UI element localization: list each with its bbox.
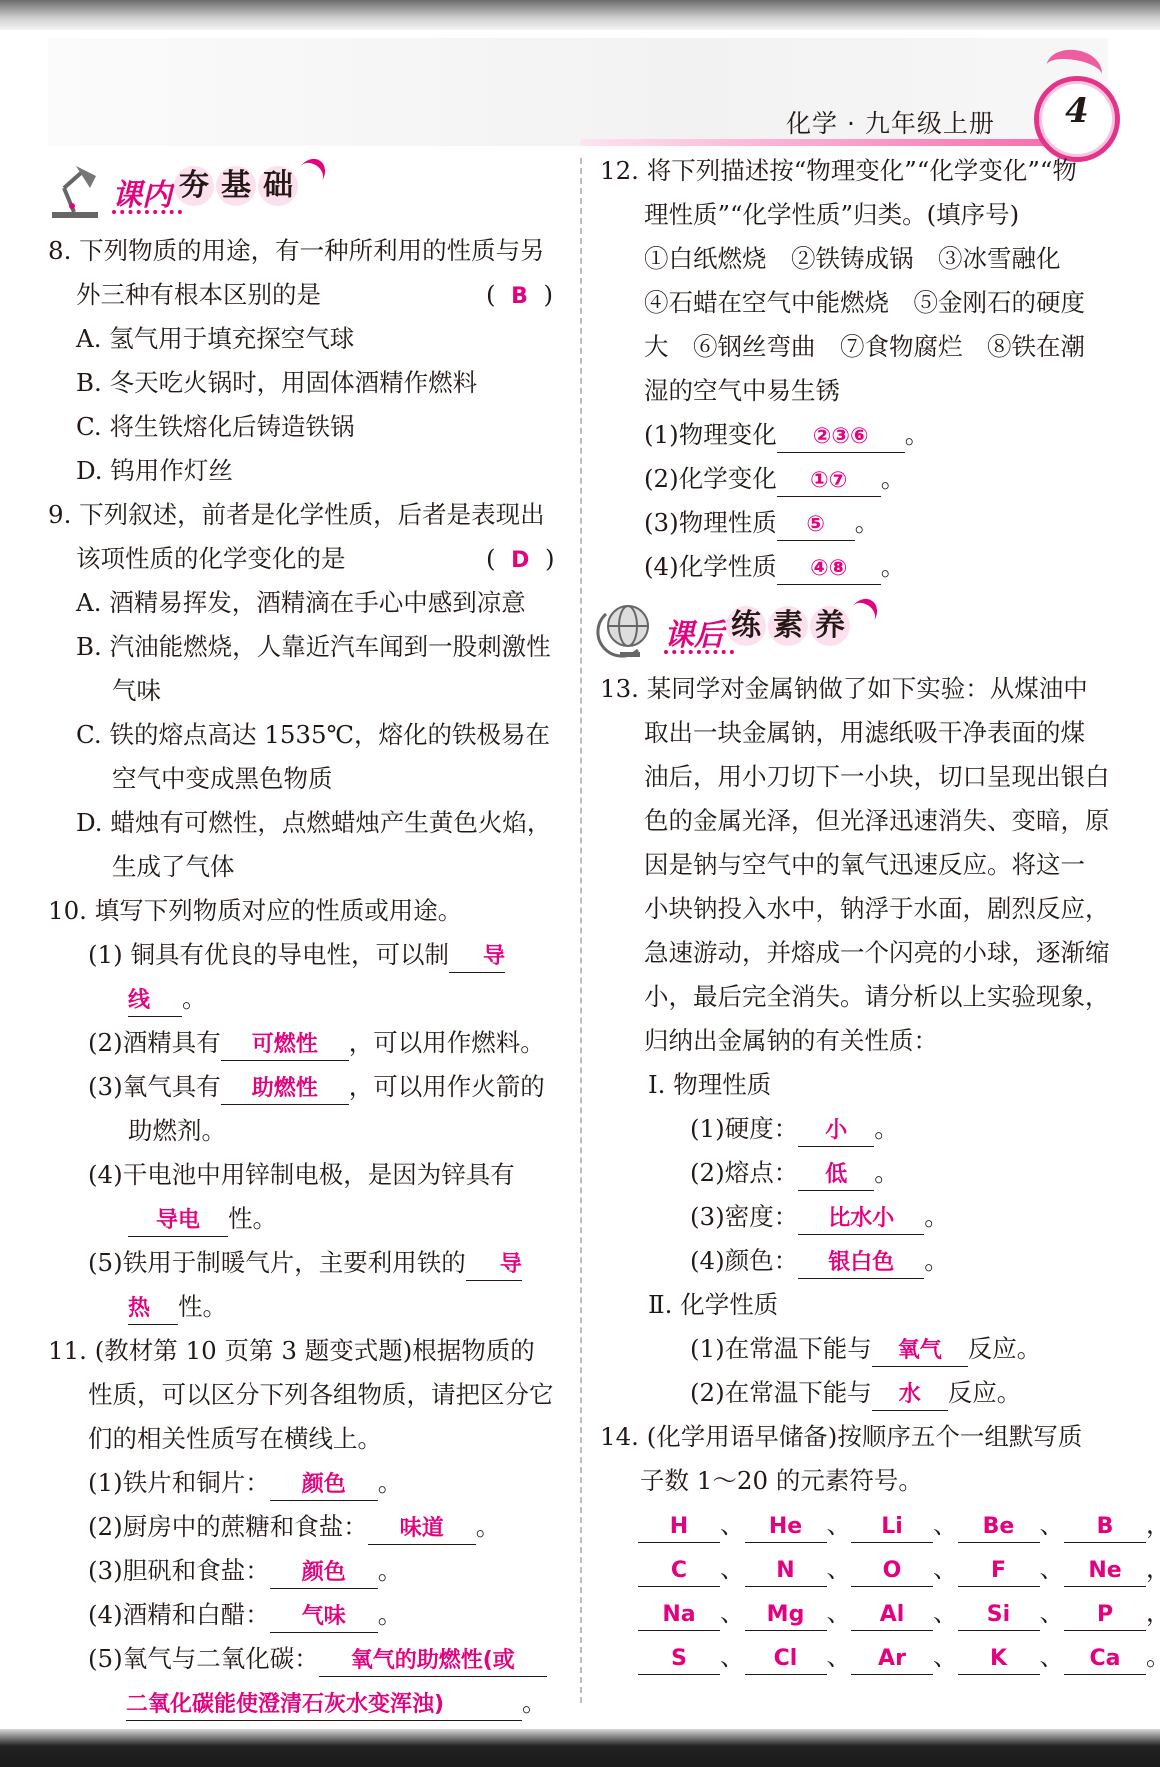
q14-separator: 、 [720, 1510, 745, 1539]
q14-stem-2: 子数 1～20 的元素符号。 [640, 1466, 923, 1495]
q14-element-blank [958, 1554, 1040, 1587]
q13-physical-title: Ⅰ. 物理性质 [648, 1070, 772, 1099]
page-number: 4 [1065, 91, 1089, 131]
q12-stem-2: 理性质”“化学性质”归类。(填序号) [644, 200, 1020, 229]
q9-option-cont: 气味 [112, 676, 161, 705]
q14-separator: 、 [720, 1642, 745, 1671]
q11-item-answer: 颜色 [301, 1472, 346, 1497]
q13-stem-8: 小，最后完全消失。请分析以上实验现象， [644, 982, 1110, 1011]
q13-item-blank [872, 1334, 968, 1367]
section-char-3: 础 [258, 166, 298, 206]
q10-item-2-answer: 可燃性 [251, 1032, 318, 1057]
q13-item-answer: 银白色 [828, 1250, 895, 1275]
q13-stem-7: 急速游动，并熔成一个闪亮的小球，逐渐缩 [644, 938, 1110, 967]
q10-item-5-answer-2: 热 [128, 1296, 151, 1321]
q11-item-blank [368, 1512, 476, 1545]
q14-separator: 、 [933, 1598, 958, 1627]
q12-item-1: (1)物理变化 ②③⑥ 。 [644, 418, 929, 453]
q13-chemical-1 [690, 1332, 1041, 1367]
q11-item-answer: 味道 [399, 1516, 444, 1541]
q11-item-label: (4)酒精和白醋： [88, 1600, 270, 1629]
q10-stem: 10. 填写下列物质对应的性质或用途。 [48, 896, 463, 925]
header-title: 化学 · 九年级上册 [786, 109, 995, 138]
q14-row [638, 1640, 1171, 1675]
q12-item-label: (2)化学变化 [644, 464, 777, 493]
q12-item-blank [777, 420, 905, 453]
q13-item-suffix: 反应。 [967, 1334, 1042, 1363]
q13-item-label: (1)硬度： [690, 1114, 799, 1143]
q14-element-symbol: O [882, 1558, 902, 1583]
q10-item-3-text: (3)氧气具有 [88, 1072, 221, 1101]
q9-stem-2: 该项性质的化学变化的是 [76, 544, 346, 573]
q13-stem-5: 因是钠与空气中的氧气迅速反应。将这一 [644, 850, 1085, 879]
section-char-2: 素 [768, 606, 808, 646]
q11-item-3: (3)胆矾和食盐： 颜色 。 [88, 1554, 402, 1589]
q10-item-1-blank-2 [128, 984, 182, 1017]
q13-stem-4: 色的金属光泽，但光泽迅速消失、变暗，原 [644, 806, 1110, 835]
q12-item-label: (3)物理性质 [644, 508, 777, 537]
q10-item-1-text: (1) 铜具有优良的导电性，可以制 [88, 940, 449, 969]
q13-item-label: (4)颜色： [690, 1246, 799, 1275]
q11-item-answer: 氧气的助燃性(或 [350, 1648, 515, 1673]
section-char-2: 基 [216, 166, 256, 206]
q13-item-blank [872, 1378, 948, 1411]
q13-item-answer: 水 [898, 1382, 921, 1407]
q9-option: A. 酒精易挥发，酒精滴在手心中感到凉意 [76, 588, 526, 617]
q12-item-label: (4)化学性质 [644, 552, 777, 581]
q14-element-blank [745, 1598, 827, 1631]
q10-item-5-cont [128, 1290, 227, 1325]
q14-element-symbol: Na [662, 1602, 696, 1627]
q14-element-blank [745, 1554, 827, 1587]
q13-item-answer: 小 [825, 1118, 848, 1143]
q14-element-blank [1064, 1554, 1146, 1587]
q13-item-blank [798, 1114, 874, 1147]
q10-item-2-text-b: ，可以用作燃料。 [348, 1028, 545, 1057]
q10-item-1-answer-2: 线 [128, 988, 151, 1013]
q11-item-5-cont [126, 1686, 547, 1721]
q10-item-1-end: 。 [182, 984, 207, 1013]
q13-item-label: (3)密度： [690, 1202, 799, 1231]
q14-element-blank [1064, 1510, 1146, 1543]
q9-answer: D [511, 548, 530, 573]
q13-item-label: (2)熔点： [690, 1158, 799, 1187]
section-dots [664, 650, 734, 654]
q10-item-3-blank [221, 1072, 349, 1105]
q14-element-symbol: C [670, 1558, 688, 1583]
q14-element-symbol: He [768, 1514, 803, 1539]
column-divider [580, 158, 582, 1703]
q10-item-5-blank [466, 1248, 522, 1281]
q13-stem-9: 归纳出金属钠的有关性质： [644, 1026, 938, 1055]
q11-item-label: (1)铁片和铜片： [88, 1468, 270, 1497]
q12-item-answer: ①⑦ [810, 468, 848, 493]
q14-element-symbol: Li [881, 1514, 903, 1539]
q11-item-blank-2 [126, 1688, 522, 1721]
q12-item-answer: ④⑧ [810, 556, 848, 581]
q14-element-symbol: N [776, 1558, 795, 1583]
section-dots [112, 210, 182, 214]
q14-separator: 。 [1146, 1642, 1171, 1671]
q8-answer: B [511, 284, 528, 309]
q11-item-label: (3)胆矾和食盐： [88, 1556, 270, 1585]
q14-element-blank [638, 1510, 720, 1543]
section-char-1: 练 [726, 606, 766, 646]
q10-item-1 [88, 938, 505, 973]
q11-item-label: (5)氧气与二氧化碳： [88, 1644, 319, 1673]
q14-element-symbol: Ca [1089, 1646, 1121, 1671]
q10-item-3 [88, 1070, 545, 1105]
q10-item-5 [88, 1246, 522, 1281]
q13-chemical-2 [690, 1376, 1021, 1411]
section-header-in-class [46, 160, 346, 222]
q13-physical-3: (3)密度： 比水小 。 [690, 1200, 949, 1235]
q13-item-suffix: 反应。 [947, 1378, 1022, 1407]
q9-answer-paren: ( D ) [486, 544, 555, 573]
q14-element-blank [745, 1510, 827, 1543]
q10-item-1-cont [128, 982, 207, 1017]
q9-option: D. 蜡烛有可燃性，点燃蜡烛产生黄色火焰， [76, 808, 552, 837]
q14-element-symbol: B [1096, 1514, 1114, 1539]
q11-item-answer: 颜色 [301, 1560, 346, 1585]
q14-separator: 、 [1039, 1598, 1064, 1627]
globe-icon [598, 600, 660, 662]
q14-element-symbol: Mg [766, 1602, 805, 1627]
q14-element-blank [958, 1510, 1040, 1543]
q10-item-3-text-b: ，可以用作火箭的 [348, 1072, 545, 1101]
q12-stem-5: 大 ⑥钢丝弯曲 ⑦食物腐烂 ⑧铁在潮 [644, 332, 1085, 361]
section-header-after-class [598, 600, 898, 662]
q10-item-2 [88, 1026, 545, 1061]
q11-item-2: (2)厨房中的蔗糖和食盐： 味道 。 [88, 1510, 500, 1545]
q8-option: C. 将生铁熔化后铸造铁锅 [76, 412, 355, 441]
q10-item-3-answer: 助燃性 [251, 1076, 318, 1101]
q10-item-4-end: 性。 [228, 1204, 277, 1233]
q11-item-4: (4)酒精和白醋： 气味 。 [88, 1598, 402, 1633]
q14-row [638, 1508, 1171, 1543]
q11-item-answer: 气味 [301, 1604, 346, 1629]
q10-item-1-answer: 导 [482, 944, 505, 969]
q9-option: B. 汽油能燃烧，人靠近汽车闻到一股刺激性 [76, 632, 551, 661]
q14-element-blank [1064, 1642, 1146, 1675]
q13-item-answer: 低 [825, 1162, 848, 1187]
q12-item-answer: ⑤ [806, 512, 826, 537]
q11-item-label: (2)厨房中的蔗糖和食盐： [88, 1512, 368, 1541]
q14-element-blank [638, 1598, 720, 1631]
q14-element-blank [1064, 1598, 1146, 1631]
q13-stem-6: 小块钠投入水中，钠浮于水面，剧烈反应， [644, 894, 1110, 923]
q13-item-blank [798, 1158, 874, 1191]
q14-element-blank [851, 1642, 933, 1675]
q14-separator: 、 [1039, 1554, 1064, 1583]
q10-item-2-blank [221, 1028, 349, 1061]
q12-item-blank [777, 464, 881, 497]
q12-item-label: (1)物理变化 [644, 420, 777, 449]
q14-stem-1: 14. (化学用语早储备)按顺序五个一组默写质 [600, 1422, 1083, 1451]
q11-stem-3: 们的相关性质写在横线上。 [88, 1424, 382, 1453]
q11-stem-2: 性质，可以区分下列各组物质，请把区分它 [88, 1380, 554, 1409]
q14-separator: 、 [826, 1510, 851, 1539]
q14-separator: ， [1146, 1510, 1171, 1539]
q10-item-5-end: 性。 [178, 1292, 227, 1321]
q8-option: B. 冬天吃火锅时，用固体酒精作燃料 [76, 368, 478, 397]
q14-separator: 、 [826, 1642, 851, 1671]
q12-item-blank [777, 508, 855, 541]
q9-option-cont: 生成了气体 [112, 852, 235, 881]
q14-separator: 、 [933, 1642, 958, 1671]
q14-separator: ， [1146, 1554, 1171, 1583]
q12-item-4: (4)化学性质 ④⑧ 。 [644, 550, 905, 585]
q14-element-symbol: S [671, 1646, 687, 1671]
q10-item-4-blank [128, 1204, 228, 1237]
q10-item-3-cont: 助燃剂。 [128, 1116, 226, 1145]
q11-item-5 [88, 1642, 547, 1677]
q14-element-symbol: Cl [773, 1646, 798, 1671]
q10-item-5-text: (5)铁用于制暖气片，主要利用铁的 [88, 1248, 466, 1277]
q13-physical-2: (2)熔点： 低 。 [690, 1156, 899, 1191]
q14-separator: 、 [826, 1598, 851, 1627]
q14-element-blank [851, 1510, 933, 1543]
q12-item-3: (3)物理性质 ⑤ 。 [644, 506, 879, 541]
q10-item-4-cont [128, 1202, 277, 1237]
q9-option-cont: 空气中变成黑色物质 [112, 764, 333, 793]
q13-stem-1: 13. 某同学对金属钠做了如下实验：从煤油中 [600, 674, 1088, 703]
q11-item-1: (1)铁片和铜片： 颜色 。 [88, 1466, 402, 1501]
q8-answer-paren: ( B ) [486, 280, 554, 309]
q11-item-blank [270, 1468, 378, 1501]
q11-end: 。 [522, 1688, 547, 1717]
section-label: 课内 [112, 178, 172, 213]
q13-item-label: (2)在常温下能与 [690, 1378, 872, 1407]
q14-separator: 、 [1039, 1510, 1064, 1539]
bottom-edge [0, 1729, 1160, 1767]
q14-element-symbol: P [1096, 1602, 1114, 1627]
q12-item-blank [777, 552, 881, 585]
q10-item-5-blank-2 [128, 1292, 178, 1325]
q11-item-blank [319, 1644, 547, 1677]
q14-element-symbol: Al [879, 1602, 905, 1627]
q8-option: A. 氢气用于填充探空气球 [76, 324, 355, 353]
q14-element-blank [958, 1598, 1040, 1631]
q11-item-blank [270, 1556, 378, 1589]
q12-stem-6: 湿的空气中易生锈 [644, 376, 840, 405]
q14-row [638, 1552, 1171, 1587]
q13-item-label: (1)在常温下能与 [690, 1334, 872, 1363]
q14-row [638, 1596, 1171, 1631]
q14-separator: 、 [720, 1598, 745, 1627]
q14-element-blank [638, 1642, 720, 1675]
q11-stem-1: 11. (教材第 10 页第 3 题变式题)根据物质的 [48, 1336, 535, 1365]
section-label: 课后 [664, 618, 724, 653]
q14-element-symbol: Be [982, 1514, 1015, 1539]
q8-option: D. 钨用作灯丝 [76, 456, 233, 485]
q13-physical-1: (1)硬度： 小 。 [690, 1112, 899, 1147]
q14-element-blank [851, 1598, 933, 1631]
q14-separator: 、 [1039, 1642, 1064, 1671]
q14-separator: ， [1146, 1598, 1171, 1627]
q14-element-blank [638, 1554, 720, 1587]
q14-element-blank [958, 1642, 1040, 1675]
q14-separator: 、 [933, 1554, 958, 1583]
section-char-1: 夯 [174, 166, 214, 206]
header-underline [580, 139, 1050, 146]
q14-element-symbol: Ne [1088, 1558, 1122, 1583]
q13-physical-4: (4)颜色： 银白色 。 [690, 1244, 949, 1279]
q9-stem-1: 9. 下列叙述，前者是化学性质，后者是表现出 [48, 500, 545, 529]
page-number-badge [1034, 76, 1120, 162]
q14-separator: 、 [720, 1554, 745, 1583]
q14-element-symbol: K [989, 1646, 1008, 1671]
q14-element-blank [851, 1554, 933, 1587]
q10-item-2-text: (2)酒精具有 [88, 1028, 221, 1057]
q14-element-blank [745, 1642, 827, 1675]
q12-stem-4: ④石蜡在空气中能燃烧 ⑤金刚石的硬度 [644, 288, 1085, 317]
desk-lamp-icon [46, 160, 108, 222]
q10-item-1-blank [449, 940, 505, 973]
q9-option: C. 铁的熔点高达 1535℃，熔化的铁极易在 [76, 720, 550, 749]
q11-item-blank [270, 1600, 378, 1633]
q13-stem-3: 油后，用小刀切下一小块，切口呈现出银白 [644, 762, 1110, 791]
q12-stem-1: 12. 将下列描述按“物理变化”“化学变化”“物 [600, 156, 1077, 185]
q10-item-4-answer: 导电 [155, 1208, 200, 1233]
q10-item-4: (4)干电池中用锌制电极，是因为锌具有 [88, 1160, 515, 1189]
q13-item-answer: 氧气 [897, 1338, 942, 1363]
q14-element-symbol: H [669, 1514, 689, 1539]
q8-stem-2: 外三种有根本区别的是 [76, 280, 321, 309]
q14-element-symbol: Si [986, 1602, 1011, 1627]
q14-separator: 、 [826, 1554, 851, 1583]
q11-item-answer-2: 二氧化碳能使澄清石灰水变浑浊) [126, 1692, 445, 1717]
q12-item-answer: ②③⑥ [812, 424, 869, 449]
q8-stem-1: 8. 下列物质的用途，有一种所利用的性质与另 [48, 236, 545, 265]
q14-element-symbol: Ar [878, 1646, 906, 1671]
q14-element-symbol: F [990, 1558, 1007, 1583]
q10-item-5-answer: 导 [499, 1252, 522, 1277]
q13-item-blank [798, 1202, 924, 1235]
top-edge [0, 0, 1160, 30]
q12-item-2: (2)化学变化 ①⑦ 。 [644, 462, 905, 497]
q13-item-blank [798, 1246, 924, 1279]
q14-separator: 、 [933, 1510, 958, 1539]
q12-stem-3: ①白纸燃烧 ②铁铸成锅 ③冰雪融化 [644, 244, 1061, 273]
q13-stem-2: 取出一块金属钠，用滤纸吸干净表面的煤 [644, 718, 1085, 747]
q13-item-answer: 比水小 [828, 1206, 895, 1231]
q13-chemical-title: Ⅱ. 化学性质 [648, 1290, 779, 1319]
section-char-3: 养 [810, 606, 850, 646]
